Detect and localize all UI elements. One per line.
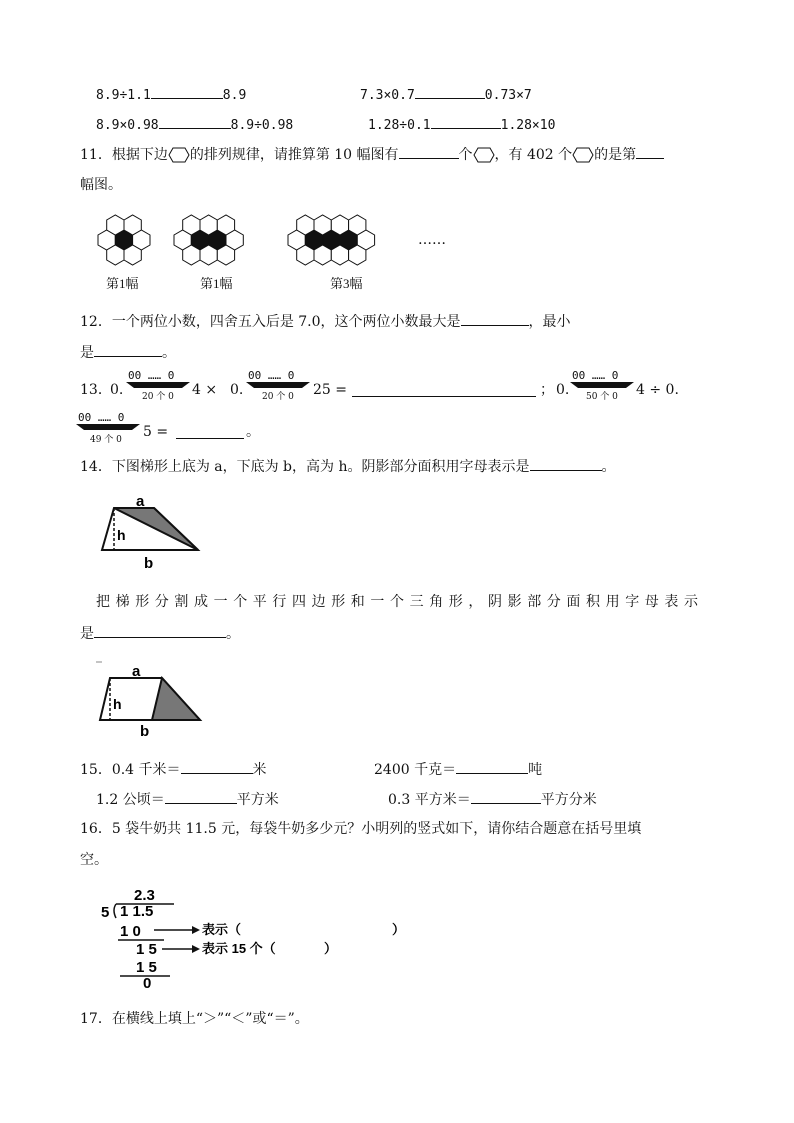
answer-blank[interactable] [94, 344, 162, 357]
annotation-2-close: ） [324, 941, 338, 956]
subtract-2: 1 5 [136, 959, 157, 976]
label-h: h [117, 527, 126, 543]
q15-text: 吨 [528, 762, 543, 778]
answer-blank[interactable] [471, 791, 541, 804]
q13-equals: 25 = [313, 382, 347, 398]
answer-blank[interactable] [399, 146, 459, 159]
q13-equals: 5 = [143, 424, 169, 440]
expr-left: 8.9×0.98 [96, 118, 159, 133]
zeros-notation: 00 …… 0 [248, 369, 295, 382]
white-hexagon [107, 245, 124, 265]
white-hexagon [314, 215, 331, 235]
final-remainder: 0 [143, 975, 152, 992]
white-hexagon [297, 215, 314, 235]
question-14-line1 [80, 458, 616, 474]
answer-blank[interactable] [151, 86, 223, 99]
answer-blank[interactable] [530, 458, 602, 471]
q15-text: 15．0.4 千米＝ [80, 762, 181, 778]
answer-blank[interactable] [352, 384, 536, 397]
q12-text: 是 [80, 345, 94, 361]
divisor: 5 [101, 904, 110, 921]
q13-operator: 4 × [192, 382, 218, 398]
zero-count-label: 20 个 0 [262, 392, 294, 402]
answer-blank[interactable] [415, 86, 485, 99]
q15-text: 平方分米 [540, 792, 597, 808]
white-hexagon [314, 245, 331, 265]
q15-text: 1.2 公顷＝ [96, 792, 165, 808]
answer-blank[interactable] [159, 116, 231, 129]
zeros-notation: 00 …… 0 [128, 369, 175, 382]
quotient: 2.3 [134, 887, 155, 904]
question-12-line1 [80, 313, 571, 329]
ellipsis: …… [418, 232, 446, 248]
q11-text: 个 [458, 147, 473, 163]
expr-right: 0.73×7 [484, 88, 532, 103]
hexagon-pattern-2 [172, 210, 262, 270]
question-12-line2 [80, 344, 176, 360]
q15-text: 2400 千克＝ [374, 762, 457, 778]
question-11-line2: 幅图。 [80, 177, 122, 193]
expr-left: 1.28÷0.1 [368, 118, 431, 133]
label-h: h [113, 696, 122, 712]
white-hexagon [124, 245, 141, 265]
white-hexagon [183, 245, 200, 265]
zeros-notation: 00 …… 0 [572, 369, 619, 382]
white-hexagon [124, 215, 141, 235]
annotation-1-close: ） [392, 922, 406, 937]
figure-label-1: 第1幅 [106, 276, 139, 291]
q13-end: 。 [246, 424, 260, 440]
label-a: a [132, 663, 141, 680]
hexagon-icon [473, 147, 495, 163]
label-b: b [140, 723, 150, 740]
compare-row-1 [96, 86, 246, 102]
q15-text: 0.3 平方米＝ [388, 792, 471, 808]
trapezoid-diagram-2 [96, 656, 206, 740]
annotation-2: 表示 15 个（ [202, 941, 276, 956]
brace-shape [570, 381, 634, 389]
compare-row-2b [368, 116, 555, 132]
question-14-paragraph: 把梯形分割成一个平行四边形和一个三角形，阴影部分面积用字母表示 [96, 594, 704, 610]
dividend: 1 1.5 [120, 903, 154, 920]
white-hexagon [297, 245, 314, 265]
q11-text: 的是第 [594, 147, 637, 163]
question-14-line3 [80, 625, 240, 641]
question-16-line1: 16．5 袋牛奶共 11.5 元，每袋牛奶多少元？小明列的竖式如下，请你结合题意在括号里填 [80, 821, 642, 837]
q13-operator: 4 ÷ 0. [636, 382, 679, 398]
q12-text: 。 [162, 345, 176, 361]
trapezoid-diagram-1 [96, 490, 206, 570]
q11-text: ，有 402 个 [494, 147, 573, 163]
expr-left: 8.9÷1.1 [96, 88, 151, 103]
q14-text: 是 [80, 626, 94, 642]
zero-count-label: 50 个 0 [586, 392, 618, 402]
expr-right: 8.9÷0.98 [230, 118, 294, 133]
white-hexagon [217, 215, 234, 235]
answer-blank[interactable] [94, 625, 226, 638]
answer-blank[interactable] [456, 761, 528, 774]
question-11-line1 [80, 146, 664, 163]
answer-blank[interactable] [461, 313, 529, 326]
zero-count-label: 49 个 0 [90, 435, 122, 445]
decimal-lead: 0. [110, 382, 124, 398]
q11-text: 11．根据下边 [80, 147, 168, 163]
white-hexagon [331, 215, 348, 235]
decimal-lead: 0. [556, 382, 570, 398]
q14-text: 。 [601, 459, 616, 475]
question-15-row1b [374, 761, 542, 777]
zero-count-label: 20 个 0 [142, 392, 174, 402]
brace-shape [126, 381, 190, 389]
q12-text: ，最小 [528, 314, 571, 330]
white-hexagon [183, 215, 200, 235]
figure-label-2: 第1幅 [200, 276, 233, 291]
q14-text: 14．下图梯形上底为 a，下底为 b，高为 h。阴影部分面积用字母表示是 [80, 459, 530, 475]
hexagon-icon [168, 147, 190, 163]
expr-left: 7.3×0.7 [360, 88, 415, 103]
white-hexagon [349, 245, 366, 265]
q12-text: 12．一个两位小数，四舍五入后是 7.0，这个两位小数最大是 [80, 314, 461, 330]
zeros-notation: 00 …… 0 [78, 411, 125, 424]
q13-separator: ； [540, 382, 554, 398]
compare-row-2 [96, 116, 293, 132]
subtract-1: 1 0 [120, 923, 141, 940]
q14-text: 。 [226, 626, 240, 642]
remainder-1: 1 5 [136, 941, 157, 958]
brace-shape [76, 423, 140, 431]
white-hexagon [200, 245, 217, 265]
hexagon-pattern-3 [286, 210, 410, 270]
white-hexagon [217, 245, 234, 265]
question-16-line2: 空。 [80, 852, 108, 868]
hexagon-pattern-1 [96, 210, 156, 270]
hexagon-icon [572, 147, 594, 163]
answer-blank[interactable] [165, 791, 237, 804]
label-b: b [144, 555, 154, 572]
question-15-row2b [388, 791, 597, 807]
q15-text: 米 [252, 762, 267, 778]
compare-row-1b [360, 86, 532, 102]
expr-right: 1.28×10 [500, 118, 556, 133]
figure-label-3: 第3幅 [330, 276, 363, 291]
white-hexagon [331, 245, 348, 265]
long-division-diagram [98, 884, 408, 994]
white-hexagon [107, 215, 124, 235]
label-a: a [136, 493, 145, 510]
answer-blank[interactable] [431, 116, 501, 129]
white-hexagon [200, 215, 217, 235]
question-17: 17．在横线上填上“＞”“＜”或“＝”。 [80, 1011, 309, 1027]
question-15-row2a [96, 791, 279, 807]
expr-right: 8.9 [222, 88, 247, 103]
question-13-number: 13． [80, 382, 112, 398]
answer-blank[interactable] [636, 146, 664, 159]
answer-blank[interactable] [181, 761, 253, 774]
annotation-1: 表示（ [202, 922, 242, 937]
q11-text: 的排列规律，请推算第 10 幅图有 [189, 147, 399, 163]
white-hexagon [349, 215, 366, 235]
decimal-lead: 0. [230, 382, 244, 398]
question-15-row1a [80, 761, 267, 777]
answer-blank[interactable] [176, 426, 244, 439]
q15-text: 平方米 [236, 792, 279, 808]
brace-shape [246, 381, 310, 389]
